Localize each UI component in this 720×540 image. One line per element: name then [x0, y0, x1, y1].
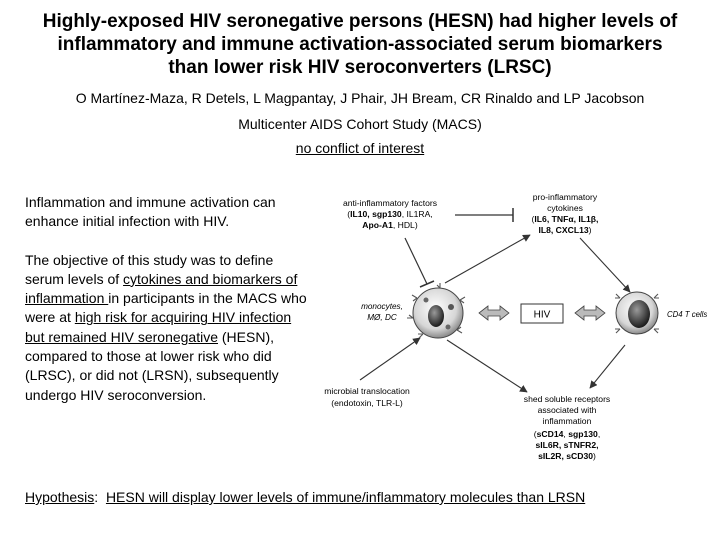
objective-text-c: (HESN), compared to those at lower risk who did (LRSC), or did not (LRSN), subsequently undergo HIV seroconversion.	[25, 328, 279, 403]
hiv-label: HIV	[533, 309, 551, 321]
conflict-statement	[0, 140, 720, 156]
objective-text-a: The objective of this study was to define serum levels of	[25, 251, 274, 287]
title-line-3: than lower risk HIV seroconverters (LRSC)	[168, 57, 552, 78]
monocyte-to-shed-arrow	[447, 340, 527, 392]
anti-to-monocyte-inhibition	[405, 238, 434, 287]
shed-receptors-label	[524, 394, 610, 461]
microbial-line-2: (endotoxin, TLR-L)	[331, 398, 403, 408]
shed-line-2: associated with	[537, 405, 597, 415]
objective-underline-2: high risk for acquiring HIV infection but remained HIV seronegative	[25, 309, 292, 345]
intro-text	[25, 193, 310, 405]
monocyte-label-line-2: MØ, DC	[367, 313, 397, 322]
title-line-1: Highly-exposed HIV seronegative persons (HESN) had higher levels of	[42, 11, 678, 32]
monocyte-label-line-1: monocytes,	[361, 302, 403, 311]
anti-inflammatory-label	[343, 198, 437, 230]
double-arrow-left	[479, 306, 509, 320]
hypothesis-label: Hypothesis	[25, 489, 95, 505]
shed-line-6: sIL2R, sCD30)	[538, 451, 596, 461]
inhibition-arrow	[455, 208, 513, 222]
intro-paragraph-1: Inflammation and immune activation can enhance initial infection with HIV.	[25, 194, 276, 230]
cd4-to-shed-arrow	[590, 345, 625, 388]
hypothesis-separator: :	[94, 489, 106, 505]
anti-inflammatory-line-3: Apo-A1, HDL)	[362, 220, 418, 230]
shed-line-3: inflammation	[542, 416, 592, 426]
author-list: O Martínez-Maza, R Detels, L Magpantay, J Phair, JH Bream, CR Rinaldo and LP Jacobson	[75, 90, 645, 106]
microbial-line-1: microbial translocation	[324, 386, 410, 396]
pro-inflammatory-line-3: (IL6, TNFα, IL1β,	[531, 214, 599, 224]
conflict-text: no conflict of interest	[295, 140, 425, 156]
anti-inflammatory-line-1: anti-inflammatory factors	[342, 198, 438, 208]
shed-line-4: (sCD14, sgp130,	[533, 429, 601, 439]
cd4-label: CD4 T cells	[667, 310, 708, 319]
anti-inflammatory-line-2: (IL10, sgp130, IL1RA,	[347, 209, 433, 219]
pro-inflammatory-line-4: IL8, CXCL13)	[538, 225, 592, 235]
intro-paragraph-2	[25, 251, 310, 405]
slide-title	[10, 10, 710, 79]
pro-inflammatory-line-2: cytokines	[547, 203, 583, 213]
hypothesis-text: HESN will display lower levels of immune/inflammatory molecules than LRSN	[105, 489, 586, 505]
pro-inflammatory-label	[532, 192, 599, 235]
affiliation: Multicenter AIDS Cohort Study (MACS)	[238, 116, 482, 132]
shed-line-5: sIL6R, sTNFR2,	[535, 440, 599, 450]
monocyte-cell	[407, 283, 465, 338]
pro-inflammatory-line-1: pro-inflammatory	[532, 192, 598, 202]
objective-text-b: in participants in the MACS who were at	[25, 290, 307, 326]
cytokine-to-cd4-arrow	[580, 238, 630, 292]
monocyte-to-cytokine-arrow	[445, 235, 530, 283]
cd4-t-cell	[615, 292, 659, 334]
biomarker-diagram	[305, 180, 715, 480]
objective-underline-1: cytokines and biomarkers of inflammation	[25, 270, 298, 307]
double-arrow-right	[575, 306, 605, 320]
shed-line-1: shed soluble receptors	[523, 394, 611, 404]
microbial-to-monocyte-arrow	[360, 338, 420, 380]
title-line-2: inflammatory and immune activation-associated serum biomarkers	[57, 34, 663, 55]
hypothesis	[25, 489, 585, 505]
